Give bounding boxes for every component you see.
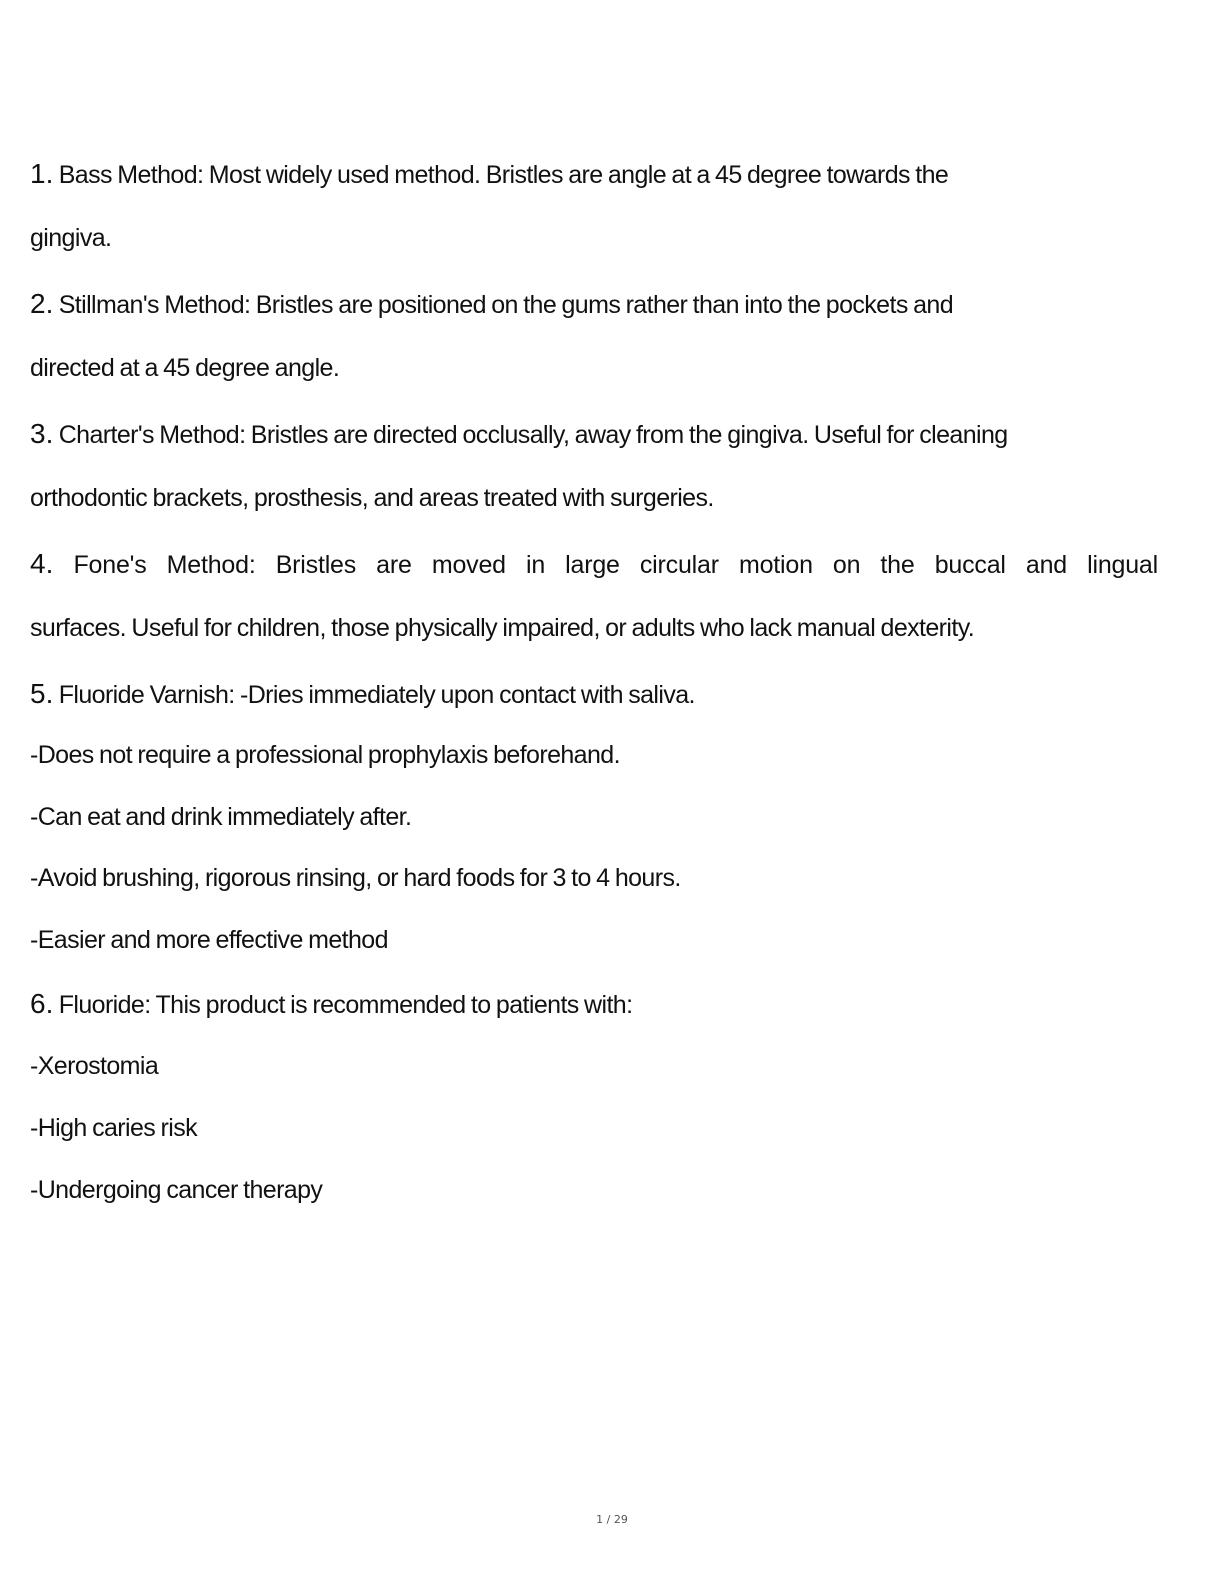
item-5-text: Fluoride Varnish: -Dries immediately upon contact with saliva. xyxy=(58,681,695,709)
item-5-bullet-3: -Avoid brushing, rigorous rinsing, or hard foods for 3 to 4 hours. xyxy=(30,864,681,892)
item-2-text: Stillman's Method: Bristles are positioned on the gums rather than into the pockets and xyxy=(58,291,953,319)
item-2-line-1 xyxy=(30,288,953,321)
item-6-bullet-3: -Undergoing cancer therapy xyxy=(30,1176,323,1204)
item-5-bullet-4: -Easier and more effective method xyxy=(30,926,388,954)
item-3-line-1 xyxy=(30,418,1008,451)
item-5-bullet-2: -Can eat and drink immediately after. xyxy=(30,803,412,831)
item-2-number: 2. xyxy=(30,288,54,319)
item-2-line-2: directed at a 45 degree angle. xyxy=(30,354,340,382)
item-5-bullet-1: -Does not require a professional prophylaxis beforehand. xyxy=(30,741,620,769)
page-number: 1 / 29 xyxy=(596,1513,628,1526)
item-1-line-2: gingiva. xyxy=(30,224,112,252)
item-5-number: 5. xyxy=(30,678,54,709)
item-1-line-1 xyxy=(30,158,948,191)
item-6-text: Fluoride: This product is recommended to patients with: xyxy=(58,991,633,1019)
item-1-text: Bass Method: Most widely used method. Bristles are angle at a 45 degree towards the xyxy=(58,161,949,189)
item-4-number: 4. xyxy=(30,548,54,579)
item-6-line-1 xyxy=(30,988,632,1021)
item-3-number: 3. xyxy=(30,418,54,449)
item-6-number: 6. xyxy=(30,988,54,1019)
item-3-line-2: orthodontic brackets, prosthesis, and areas treated with surgeries. xyxy=(30,484,714,512)
item-4-line-2: surfaces. Useful for children, those physically impaired, or adults who lack manual dexterity. xyxy=(30,614,975,642)
item-1-number: 1. xyxy=(30,158,54,189)
item-5-line-1 xyxy=(30,678,695,711)
item-3-text: Charter's Method: Bristles are directed occlusally, away from the gingiva. Useful for cleaning xyxy=(58,421,1008,449)
item-6-bullet-2: -High caries risk xyxy=(30,1114,197,1142)
item-6-bullet-1: -Xerostomia xyxy=(30,1052,159,1080)
item-4-text: Fone's Method: Bristles are moved in large circular motion on the buccal and lingual xyxy=(73,551,1158,579)
item-4-line-1 xyxy=(30,548,1158,581)
